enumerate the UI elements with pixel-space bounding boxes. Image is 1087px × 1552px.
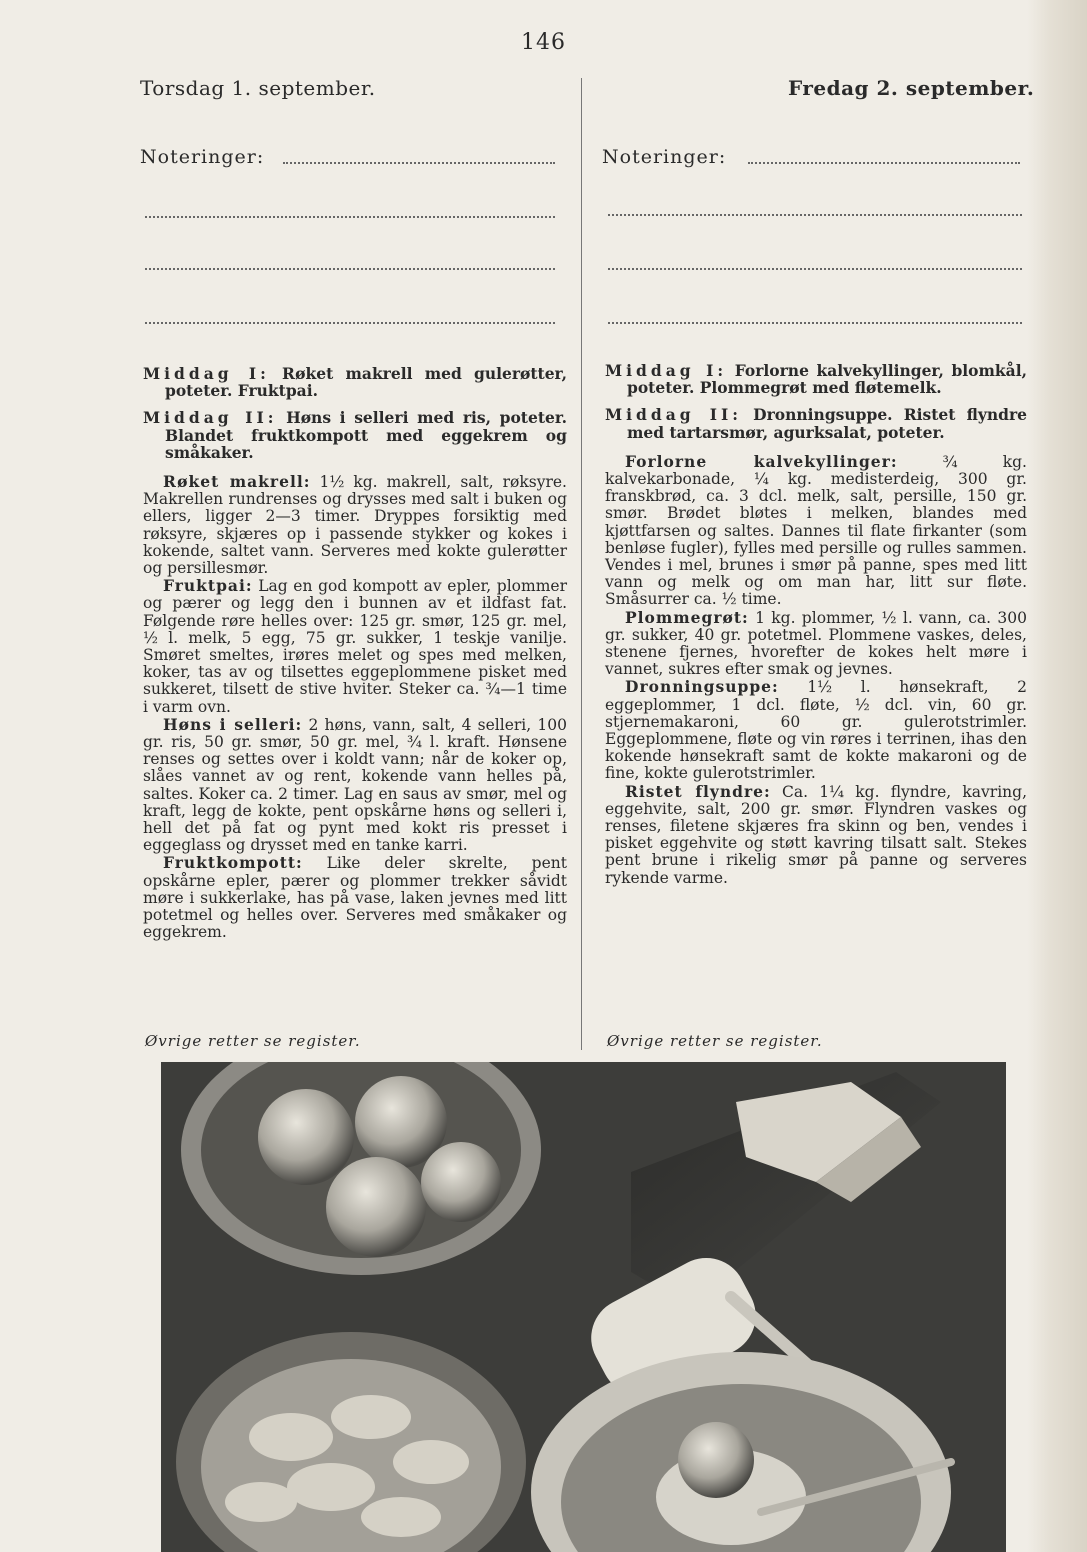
left-footer-note: Øvrige retter se register.	[145, 1032, 361, 1050]
right-notes-line	[608, 322, 1022, 324]
recipe: Ristet flyndre: Ca. 1¼ kg. flyndre, kavring, eggehvite, salt, 200 gr. smør. Flyndren vaskes og renses, filetene skjæres fra skinn og ben, vendes i pisket eggehvite og støtt kavring tilsatt salt. Stekes pent brune i rikelig smør på panne og serveres rykende varme.	[605, 781, 1027, 887]
right-recipe-column	[605, 362, 1027, 887]
right-menu-item: Middag I: Forlorne kalvekyllinger, blomkål, poteter. Plommegrøt med fløtemelk.	[605, 361, 1027, 398]
recipe: Dronningsuppe: 1½ l. hønsekraft, 2 eggeplommer, 1 dcl. fløte, ½ dcl. vin, 60 gr. stjernemakaroni, 60 gr. gulerotstrimler. Eggeplommene, fløte og vin røres i terrinen, ihas den kokende hønsekraft samt de kokte makaroni og de fine, kokte gulerotstrimler.	[605, 677, 1027, 783]
food-photograph	[161, 1062, 1006, 1552]
column-divider	[581, 78, 582, 1050]
right-footer-note: Øvrige retter se register.	[607, 1032, 823, 1050]
right-notes-line	[608, 268, 1022, 270]
right-menu-item: Middag II: Dronningsuppe. Ristet flyndre med tartarsmør, agurksalat, poteter.	[605, 405, 1027, 442]
recipe: Høns i selleri: 2 høns, vann, salt, 4 selleri, 100 gr. ris, 50 gr. smør, 50 gr. mel, ¾ l. kraft. Hønsene renses og settes over i koldt vann; når de koker op, slåes vannet av og rent, kokende vann helles på, saltes. Koker ca. 2 timer. Lag en saus av smør, mel og kraft, legg de kokte, pent opskårne høns og selleri i, hell det på fat og pynt med kokt ris presset i eggeglass og drysset med en tanke karri.	[143, 714, 567, 855]
left-notes-line	[145, 216, 555, 218]
recipe: Plommegrøt: 1 kg. plommer, ½ l. vann, ca. 300 gr. sukker, 40 gr. potetmel. Plommene vaskes, deles, stenene fjernes, hvorefter de kokes helt møre i vannet, sukres efter smak og jevnes.	[605, 607, 1027, 679]
left-notes-line	[145, 322, 555, 324]
recipe: Forlorne kalvekyllinger: ¾ kg. kalvekarbonade, ¼ kg. medisterdeig, 300 gr. franskbrød, ca. 3 dcl. melk, salt, persille, 150 gr. smør. Brødet bløtes i melken, blandes med kjøttfarsen og saltes. Dannes til flate firkanter (som benløse fugler), fylles med persille og rulles sammen. Vendes i mel, brunes i smør på panne, spes med litt vann og melk og om man har, litt sur fløte. Småsurrer ca. ½ time.	[605, 451, 1027, 609]
left-notes-line	[283, 162, 555, 164]
page-number: 146	[521, 30, 566, 55]
left-notes-line	[145, 268, 555, 270]
left-day-heading: Torsdag 1. september.	[140, 76, 376, 100]
left-recipe-column	[143, 365, 567, 942]
recipe: Fruktkompott: Like deler skrelte, pent opskårne epler, pærer og plommer trekker såvidt møre i sukkerlake, has på vase, laken jevnes med litt potetmel og helles over. Serveres med småkaker og eggekrem.	[143, 853, 567, 942]
left-menu-item: Middag I: Røket makrell med gulerøtter, poteter. Fruktpai.	[143, 364, 567, 401]
recipe: Fruktpai: Lag en god kompott av epler, plommer og pærer og legg den i bunnen av et ildfast fat. Følgende røre helles over: 125 gr. smør, 125 gr. mel, ½ l. melk, 5 egg, 75 gr. sukker, 1 teskje vanilje. Smøret smeltes, irøres melet og spes med melken, koker, tas av og tilsettes eggeplommene pisket med sukkeret, tilsett de stive hviter. Steker ca. ¾—1 time i varm ovn.	[143, 576, 567, 716]
left-menu-item: Middag II: Høns i selleri med ris, poteter. Blandet fruktkompott med eggekrem og småkaker.	[143, 408, 567, 462]
book-spine-edge	[1027, 0, 1087, 1552]
right-notes-line	[608, 214, 1022, 216]
left-notes-label: Noteringer:	[140, 146, 265, 168]
food-photo-illustration	[161, 1062, 1006, 1552]
right-day-heading: Fredag 2. september.	[788, 76, 1035, 100]
recipe: Røket makrell: 1½ kg. makrell, salt, røksyre. Makrellen rundrenses og drysses med salt i buken og ellers, ligger 2—3 timer. Dryppes forsiktig med røksyre, skjæres op i passende stykker og kokes i kokende, saltet vann. Serveres med kokte gulerøtter og persillesmør.	[143, 472, 567, 578]
right-notes-label: Noteringer:	[602, 146, 727, 168]
right-notes-line	[748, 162, 1020, 164]
